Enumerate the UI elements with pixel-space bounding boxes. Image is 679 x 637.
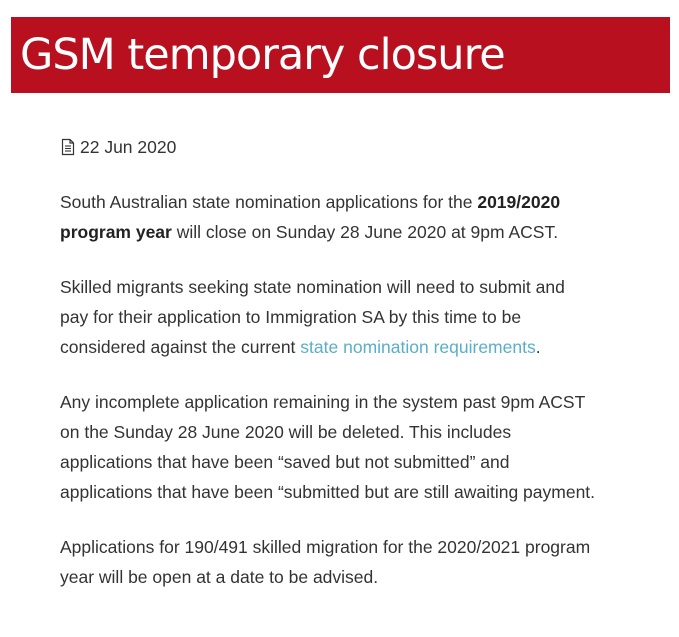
paragraph1-text: South Australian state nomination applications for the <box>60 192 478 212</box>
paragraph2-line2: pay for their application to Immigration SA by this time to be <box>60 307 522 327</box>
program-year-label-bold: program year <box>60 222 172 242</box>
paragraph-submission-requirements <box>60 272 660 362</box>
paragraph3-line2: on the Sunday 28 June 2020 will be deleted. This includes <box>60 422 512 442</box>
paragraph-incomplete-applications <box>60 387 660 507</box>
article-body <box>60 132 660 617</box>
paragraph4-line1: Applications for 190/491 skilled migration for the 2020/2021 program <box>60 537 591 557</box>
state-nomination-requirements-link[interactable]: state nomination requirements <box>300 337 536 357</box>
paragraph2-line3: considered against the current <box>60 337 301 357</box>
date-text: 22 Jun 2020 <box>80 137 177 157</box>
title-banner <box>11 17 670 93</box>
paragraph3-line1: Any incomplete application remaining in the system past 9pm ACST <box>60 392 586 412</box>
paragraph2-period: . <box>535 337 541 357</box>
program-year-bold: 2019/2020 <box>477 192 561 212</box>
paragraph3-line4: applications that have been “submitted but are still awaiting payment. <box>60 482 596 502</box>
document-icon <box>60 138 76 156</box>
paragraph4-line2: year will be open at a date to be advised. <box>60 567 379 587</box>
article-date <box>60 132 660 162</box>
paragraph1-closing-text: will close on Sunday 28 June 2020 at 9pm ACST. <box>171 222 559 242</box>
paragraph-next-program-year <box>60 532 660 592</box>
paragraph-closing-notice <box>60 187 660 247</box>
paragraph2-line1: Skilled migrants seeking state nomination will need to submit and <box>60 277 565 297</box>
page-title: GSM temporary closure <box>20 29 505 80</box>
paragraph3-line3: applications that have been “saved but not submitted” and <box>60 452 510 472</box>
